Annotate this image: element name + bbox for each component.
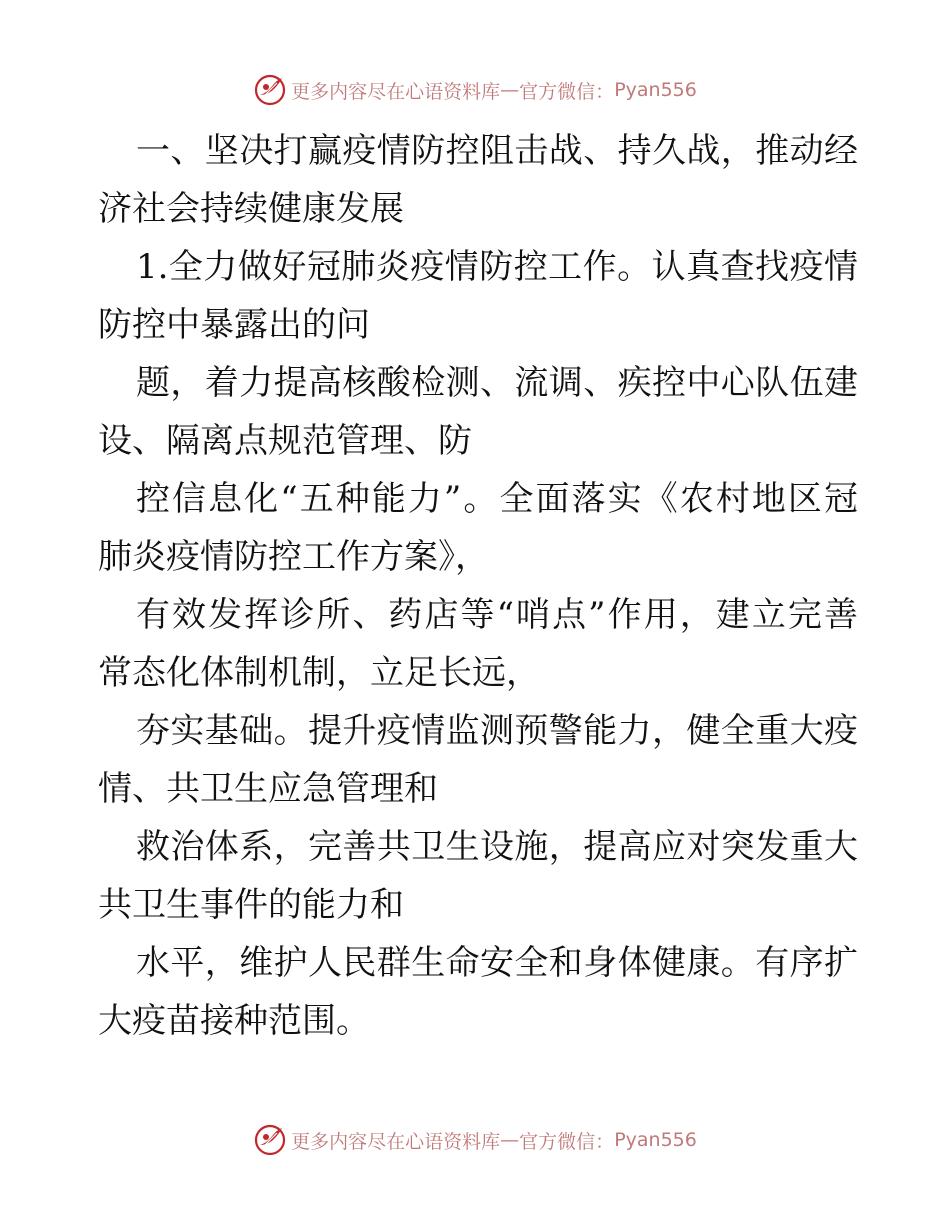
red-quill-seal-icon — [253, 73, 287, 107]
footer-wechat-label: 官方微信： — [519, 1130, 615, 1153]
header-watermark — [0, 72, 950, 108]
footer-watermark — [0, 1122, 950, 1158]
text-line: 一、坚决打赢疫情防控阻击战、持久战，推动经 — [136, 131, 858, 171]
header-wechat-label: 官方微信： — [519, 80, 615, 103]
text-line: 济社会持续健康发展 — [98, 189, 404, 229]
text-line: 防控中暴露出的问 — [98, 305, 370, 345]
header-account: Pyan556 — [614, 79, 697, 101]
header-separator: — — [500, 79, 520, 101]
text-line: 肺炎疫情防控工作方案》， — [98, 537, 489, 577]
text-line: 情、共卫生应急管理和 — [98, 769, 438, 809]
document-body — [98, 122, 858, 1050]
footer-account: Pyan556 — [614, 1129, 697, 1151]
text-line: 设、隔离点规范管理、防 — [98, 421, 472, 461]
text-line: 大疫苗接种范围。 — [98, 1001, 370, 1041]
text-line: 控信息化“五种能力”。全面落实《农村地区冠 — [136, 479, 858, 519]
text-line: 题，着力提高核酸检测、流调、疾控中心队伍建 — [136, 363, 858, 403]
text-line: 1.全力做好冠肺炎疫情防控工作。认真查找疫情 — [136, 247, 858, 287]
text-line: 共卫生事件的能力和 — [98, 885, 404, 925]
footer-brand-text: 更多内容尽在心语资料库 — [291, 1130, 501, 1153]
text-line: 水平，维护人民群生命安全和身体健康。有序扩 — [136, 943, 858, 983]
footer-separator: — — [500, 1129, 520, 1151]
text-line: 夯实基础。提升疫情监测预警能力，健全重大疫 — [136, 711, 858, 751]
red-quill-seal-icon — [253, 1123, 287, 1157]
text-line: 常态化体制机制，立足长远， — [98, 653, 540, 693]
text-line: 救治体系，完善共卫生设施，提高应对突发重大 — [136, 827, 858, 867]
header-brand-text: 更多内容尽在心语资料库 — [291, 80, 501, 103]
text-line: 有效发挥诊所、药店等“哨点”作用，建立完善 — [136, 595, 858, 635]
